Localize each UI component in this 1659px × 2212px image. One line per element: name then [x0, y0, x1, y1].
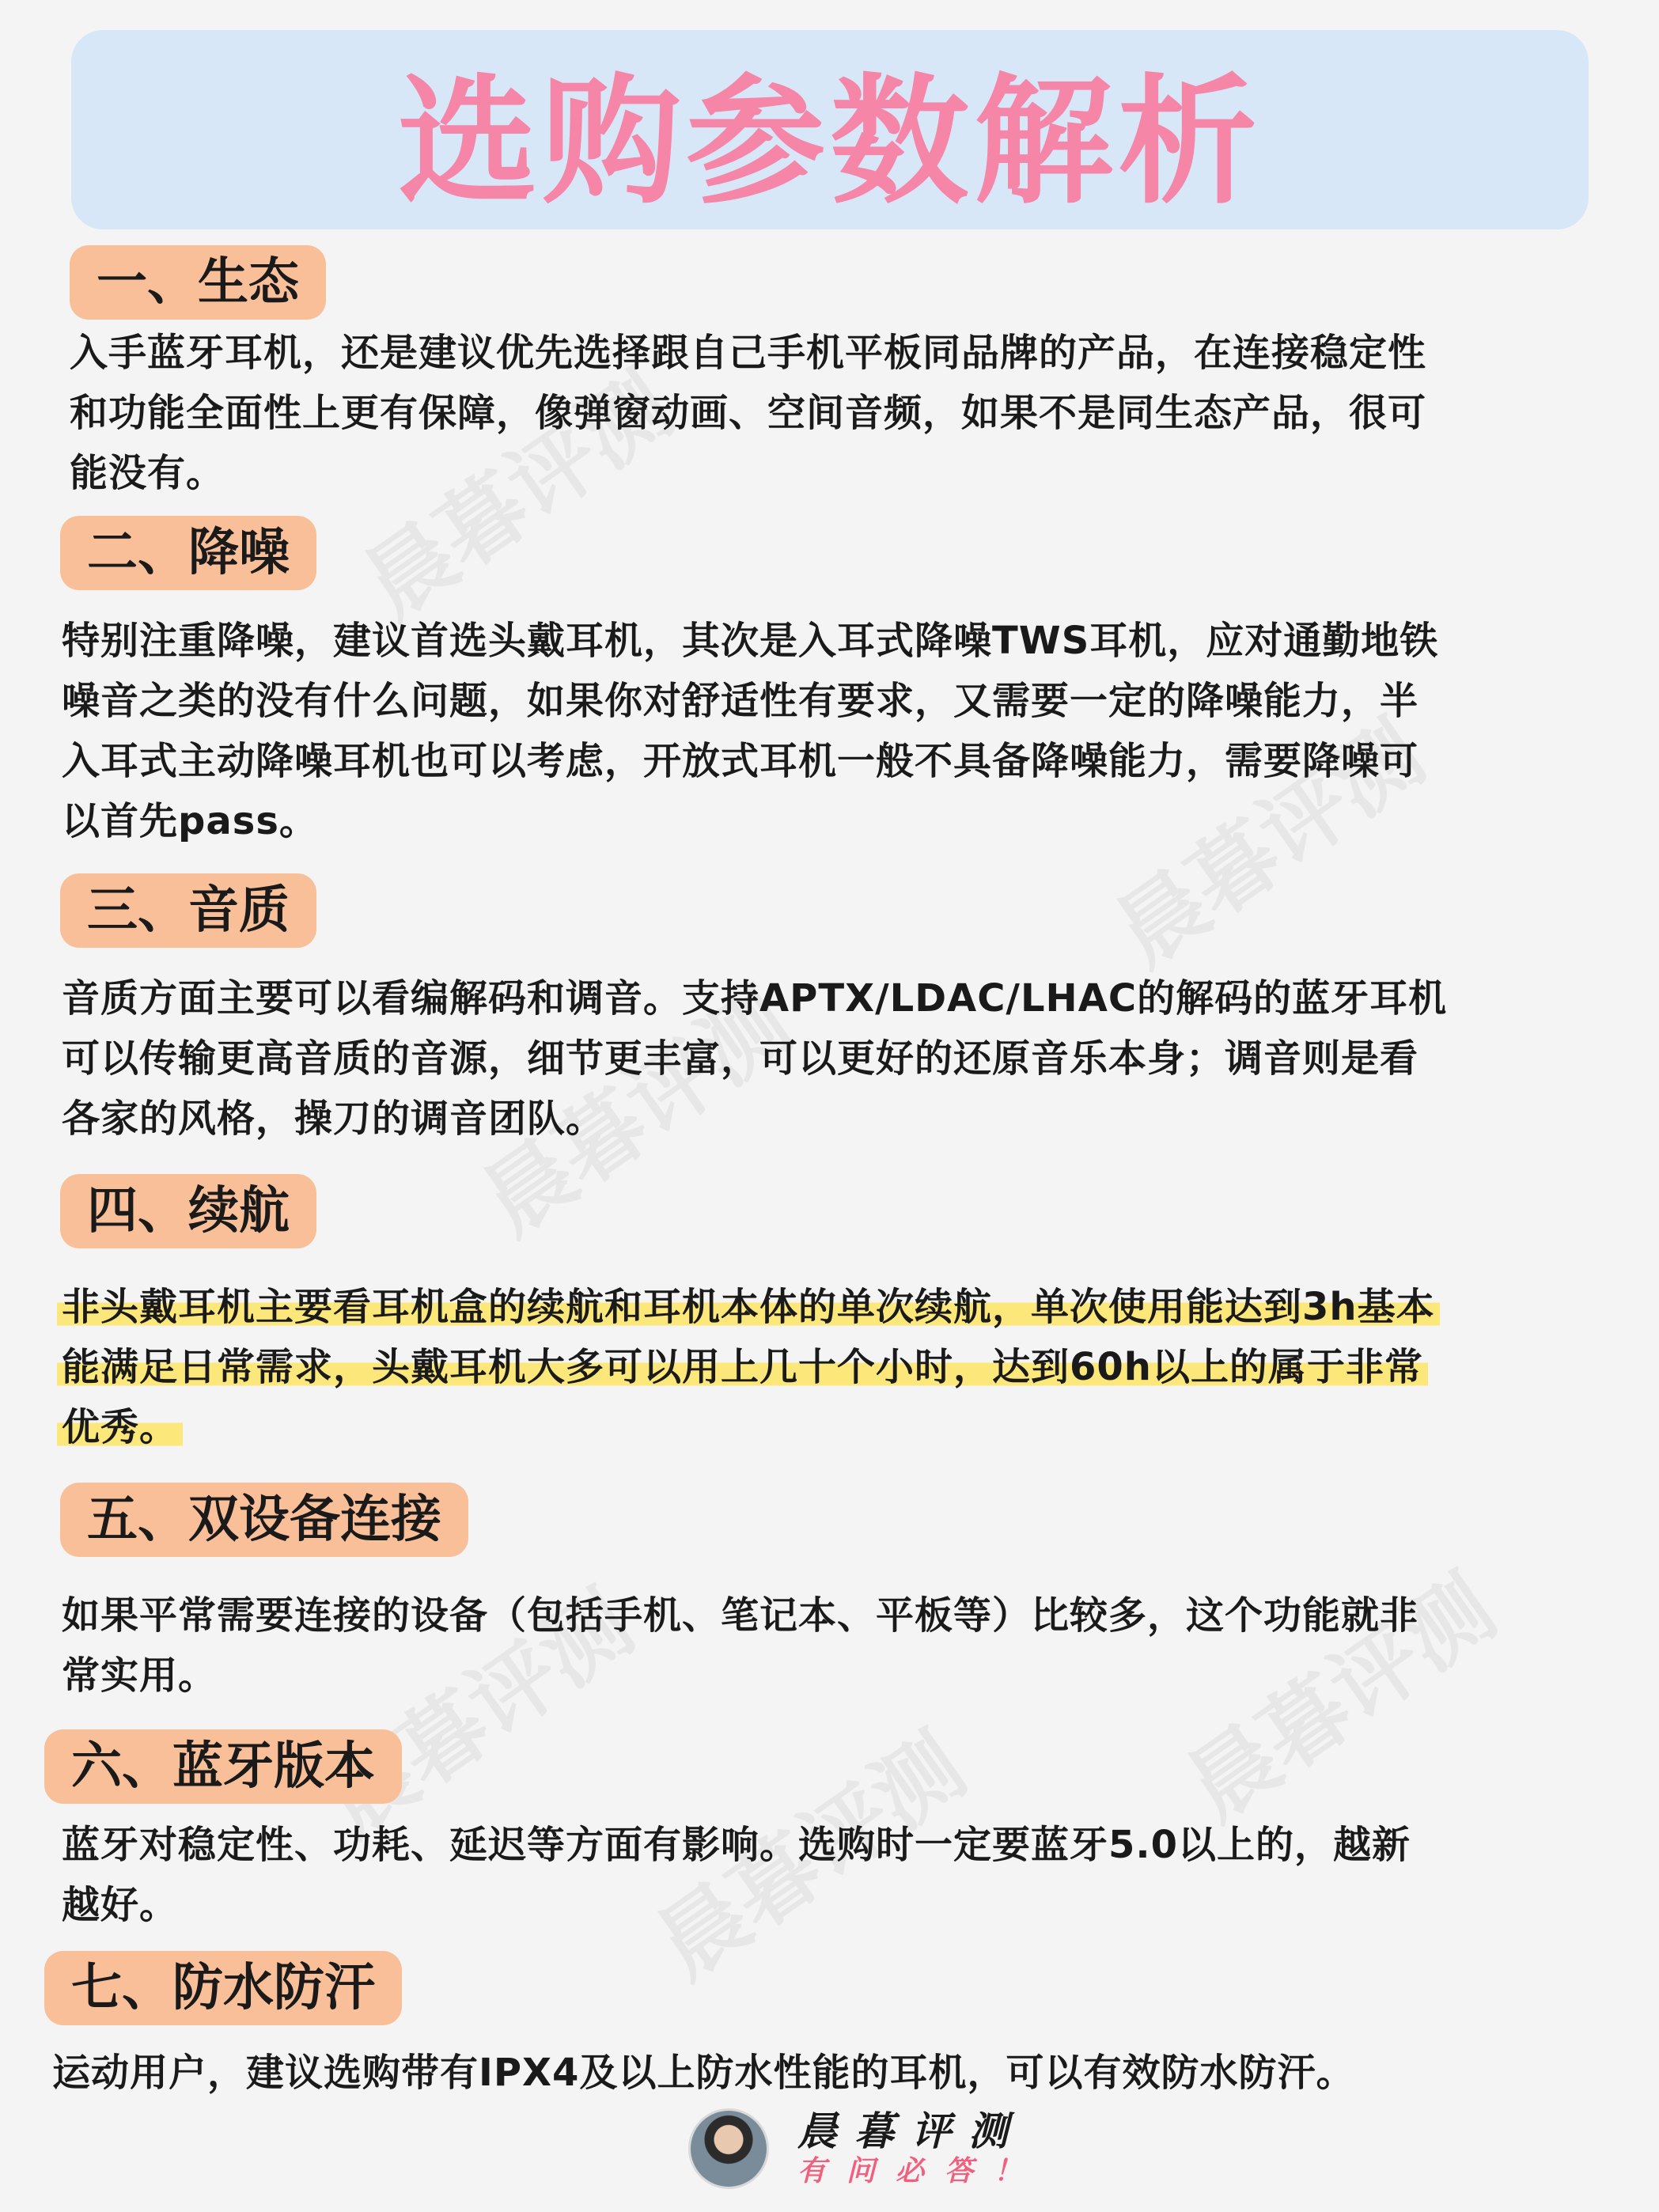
section-body-ecosystem — [70, 323, 1573, 503]
watermark: 晨暮评测 — [347, 354, 691, 637]
highlighted-line: 优秀。 — [57, 1405, 183, 1449]
watermark: 晨暮评测 — [465, 971, 809, 1254]
footer-slogan: 有问必答！ — [797, 2155, 1044, 2188]
section-body-battery-life — [62, 1277, 1565, 1457]
section-body-noise-cancelling — [62, 611, 1565, 851]
watermark: 晨暮评测 — [307, 1572, 651, 1855]
section-heading-dual-device: 五、双设备连接 — [60, 1483, 468, 1557]
watermark: 晨暮评测 — [1169, 1556, 1513, 1839]
body-line: 常实用。 — [62, 1653, 218, 1698]
body-line: 如果平常需要连接的设备（包括手机、笔记本、平板等）比较多，这个功能就非 — [62, 1593, 1419, 1638]
body-line: 蓝牙对稳定性、功耗、延迟等方面有影响。选购时一定要蓝牙5.0以上的，越新 — [62, 1823, 1411, 1867]
body-line: 运动用户，建议选购带有IPX4及以上防水性能的耳机，可以有效防水防汗。 — [52, 2051, 1355, 2095]
footer-signature — [688, 2108, 1043, 2190]
section-heading-waterproof: 七、防水防汗 — [44, 1951, 402, 2025]
body-line: 和功能全面性上更有保障，像弹窗动画、空间音频，如果不是同生态产品，很可 — [70, 391, 1427, 435]
avatar — [688, 2108, 769, 2189]
body-line: 音质方面主要可以看编解码和调音。支持APTX/LDAC/LHAC的解码的蓝牙耳机 — [62, 976, 1448, 1021]
watermark: 晨暮评测 — [639, 1714, 983, 1998]
section-body-dual-device — [62, 1585, 1565, 1706]
section-body-sound-quality — [62, 968, 1565, 1149]
section-body-waterproof — [52, 2043, 1555, 2103]
body-line: 噪音之类的没有什么问题，如果你对舒适性有要求，又需要一定的降噪能力，半 — [62, 679, 1419, 723]
body-line: 入耳式主动降噪耳机也可以考虑，开放式耳机一般不具备降噪能力，需要降噪可 — [62, 739, 1419, 783]
section-body-bluetooth-version — [62, 1815, 1565, 1935]
body-line: 越好。 — [62, 1883, 179, 1927]
body-line: 入手蓝牙耳机，还是建议优先选择跟自己手机平板同品牌的产品，在连接稳定性 — [70, 331, 1427, 375]
body-line: 以首先pass。 — [62, 799, 318, 843]
section-heading-sound-quality: 三、音质 — [60, 873, 316, 948]
highlighted-line: 能满足日常需求，头戴耳机大多可以用上几十个小时，达到60h以上的属于非常 — [57, 1345, 1428, 1389]
body-line: 可以传输更高音质的音源，细节更丰富，可以更好的还原音乐本身；调音则是看 — [62, 1036, 1419, 1081]
section-heading-battery-life: 四、续航 — [60, 1174, 316, 1248]
watermark: 晨暮评测 — [1098, 702, 1442, 985]
section-heading-ecosystem: 一、生态 — [70, 245, 326, 320]
footer-brand: 晨暮评测 — [797, 2108, 1025, 2154]
section-heading-bluetooth-version: 六、蓝牙版本 — [44, 1729, 402, 1804]
section-heading-noise-cancelling: 二、降噪 — [60, 516, 316, 590]
body-line: 能没有。 — [70, 451, 225, 495]
highlighted-line: 非头戴耳机主要看耳机盒的续航和耳机本体的单次续航，单次使用能达到3h基本 — [57, 1285, 1440, 1329]
body-line: 各家的风格，操刀的调音团队。 — [62, 1097, 605, 1141]
title-banner — [71, 30, 1589, 229]
body-line: 特别注重降噪，建议首选头戴耳机，其次是入耳式降噪TWS耳机，应对通勤地铁 — [62, 619, 1439, 663]
page-title: 选购参数解析 — [397, 60, 1262, 223]
